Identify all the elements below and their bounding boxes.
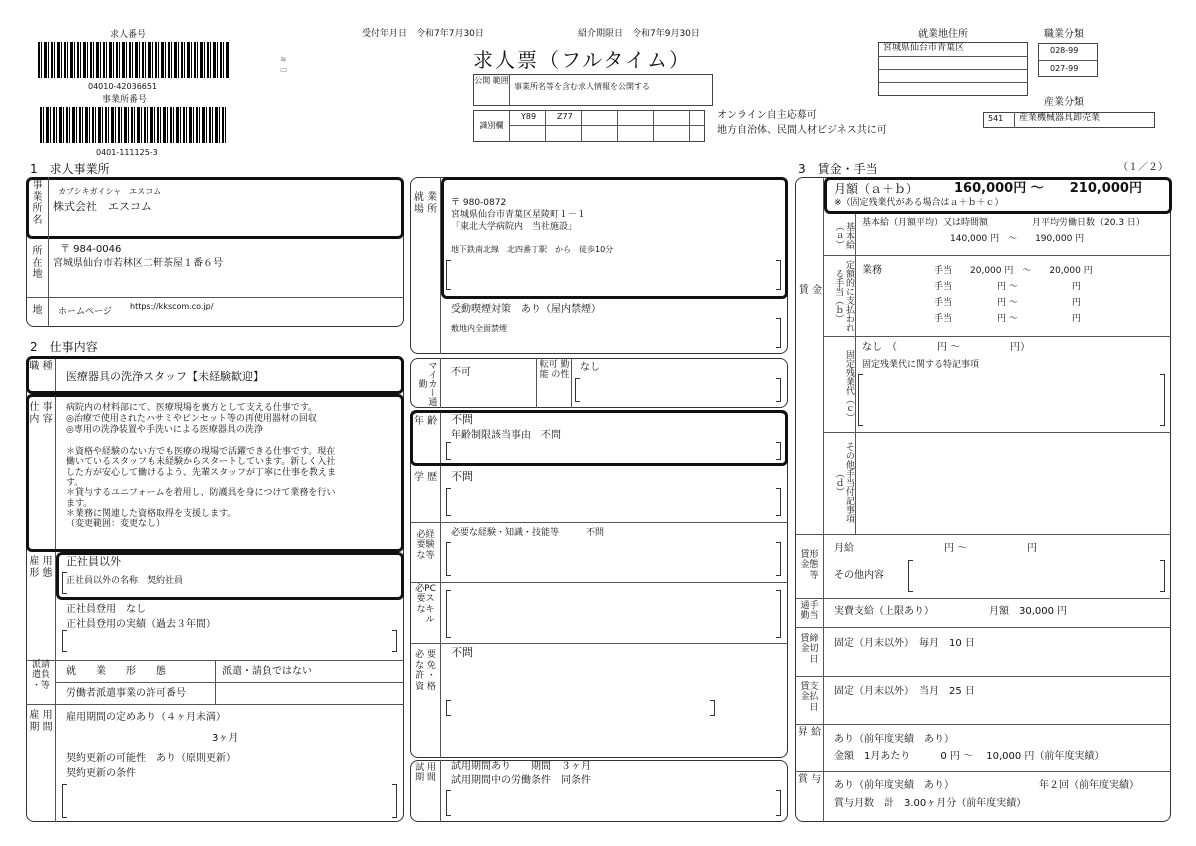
shokugyo-label: 職業分類 — [1044, 29, 1084, 40]
kitsuen-2: 敷地内全面禁煙 — [451, 324, 507, 333]
online-1: オンライン自主応募可 — [717, 110, 817, 121]
kotei-2: 固定残業代に関する特記事項 — [862, 360, 980, 370]
sangyo-code: 541 — [988, 114, 1004, 123]
uketsuke-date: 受付年月日 令和7年7月30日 — [362, 29, 484, 39]
koyo-name: 正社員以外の名称 契約社員 — [66, 576, 184, 586]
shugyo-addr-1: 宮城県仙台市青葉区星陵町１－１ — [451, 210, 587, 220]
kikan-label: 雇 用 期 間 — [29, 710, 53, 733]
gakureki: 不問 — [451, 470, 473, 483]
kikan-4: 契約更新の条件 — [66, 768, 136, 779]
shugyo-addr-2: 「東北大学病院内 当社施設」 — [451, 222, 578, 232]
mycar-label — [411, 360, 440, 410]
kitsuen: 受動喫煙対策 あり（屋内禁煙） — [451, 304, 601, 315]
haken-1: 派遣・請負ではない — [222, 666, 312, 677]
haken-2-label: 労働者派遣事業の許可番号 — [66, 688, 186, 699]
shokyu-2: 金額 1月あたり 0 円 ～ 10,000 円（前年度実績） — [834, 751, 1105, 762]
jigyosho-kana: カブシキガイシャ エスコム — [58, 187, 162, 196]
kihon-3: 140,000 円 ～ 190,000 円 — [950, 234, 1085, 244]
jigyosho-postal: 〒 984-0046 — [60, 244, 122, 255]
koyo: 正社員以外 — [66, 555, 121, 568]
chingin-label: 賃 金 — [798, 285, 823, 296]
mycar: 不可 — [451, 367, 471, 378]
shiyo-1: 試用期間あり 期間 ３ヶ月 — [451, 761, 591, 772]
menkyo: 不問 — [451, 646, 473, 659]
mycar-label-text: マイカー通勤 — [416, 360, 437, 406]
sangyo-name: 産業機械器具卸売業 — [1019, 113, 1101, 123]
shokushu: 医療器具の洗浄スタッフ【未経験歓迎】 — [66, 370, 264, 383]
getsugaku: 160,000円 ～ 210,000円 — [954, 181, 1142, 196]
kihon-2: 月平均労働日数（20.3 日） — [1032, 218, 1145, 228]
teigaku-label: 定額的に支払われる手当（ｂ） — [833, 260, 854, 332]
jigyosho-bango: 0401-111125-3 — [96, 148, 158, 157]
shigoto-2: ＊資格や経験のない方でも医療の現場で活躍できる仕事です。現在 働いているスタッフも未経験からスタートしています。新しく入社 した方が安心して働けるよう、先輩スタッフが丁寧に仕事を教えま す。 ＊貸与するユニフォームを着用し、防護具を身につけて業務を行い ます。 ＊業務に関連した資格取得を支援します。 （変更範囲：変更なし） — [66, 447, 337, 530]
shoyo-label: 賞 与 — [797, 774, 822, 785]
teate-row-1: 手当 20,000 円 ～ 20,000 円 — [934, 266, 1093, 276]
jigyosho-name-label: 事 業 所 名 — [32, 180, 43, 226]
kotei-1: なし （ 円 ～ 円） — [862, 342, 1031, 353]
page-number: （１／２） — [1118, 162, 1168, 173]
tenkin-label: 転可 勤能 の性 — [539, 360, 570, 381]
shugyo-chiiki-value: 宮城県仙台市青葉区 — [883, 43, 965, 53]
getsugaku-label: 月額（ａ＋ｂ） — [834, 182, 919, 196]
hp-label: ホームページ — [58, 307, 112, 317]
shokai-date: 紹介期限日 令和7年9月30日 — [578, 29, 700, 39]
shikibetsu-code: Y89 — [521, 112, 537, 121]
keiken-label: 必経 要験 な等 — [416, 530, 435, 561]
tsukin: 実費支給（上限あり） 月額 30,000 円 — [834, 606, 1068, 617]
tenkin: なし — [580, 362, 600, 373]
teate-name: 業務 — [862, 265, 882, 276]
shigoto-label: 仕 事 内 容 — [29, 402, 53, 425]
page-title: 求人票（フルタイム） — [473, 48, 691, 72]
shokugyo-code-1: 028-99 — [1050, 46, 1079, 55]
jigyosho-hp-chi: 地 — [32, 305, 43, 316]
shiyo-2: 試用期間中の労働条件 同条件 — [451, 775, 591, 786]
shugyo-basho-label: 就 業 場 所 — [413, 192, 438, 215]
online-2: 地方自治体、民間人材ビジネス共に可 — [717, 125, 887, 136]
shugyo-basho-frame — [441, 177, 788, 299]
keiken: 必要な経験・知識・技能等 不問 — [451, 528, 605, 538]
koyo-label: 雇 用 形 態 — [29, 556, 53, 579]
keitai-1: 月給 円 ～ 円 — [834, 543, 1038, 554]
shugyo-chiiki-label: 就業地住所 — [918, 29, 968, 40]
haken-1-label: 就 業 形 態 — [66, 666, 166, 677]
pc-label: 必PC 要ス なキ ル — [415, 584, 436, 626]
keitai-label: 賃形 金態 等 — [800, 550, 819, 581]
tomo-1: 正社員登用 なし — [66, 604, 146, 615]
teate-row-2: 手当 円 ～ 円 — [934, 282, 1081, 292]
nenrei: 不問 — [451, 413, 473, 426]
section2-title: 2 仕事内容 — [30, 340, 98, 354]
shokyu-1: あり（前年度実績 あり） — [834, 734, 954, 745]
jigyosho-address: 宮城県仙台市若林区二軒茶屋１番６号 — [53, 258, 223, 269]
kikan-2: 3ヶ月 — [212, 733, 239, 744]
kotei-label: 固定残業代（ｃ） — [844, 350, 854, 422]
sonota-label: その他手当付記事項（ｄ） — [833, 441, 854, 523]
jigyosho-bango-label: 事業所番号 — [102, 95, 148, 105]
sangyo-label: 産業分類 — [1044, 97, 1084, 108]
shoyo-1: あり（前年度実績 あり） 年２回（前年度実績） — [834, 780, 1139, 791]
jigyosho-addr-label: 所 在 地 — [32, 246, 43, 280]
gakureki-label: 学 歴 — [413, 472, 438, 483]
nenrei-label: 年 齢 — [413, 416, 438, 427]
haken-label: 派請 遣負 ・等 — [31, 660, 50, 691]
shiharai-label: 賃支 金払 日 — [800, 682, 819, 713]
shimekiri: 固定（月末以外） 毎月 10 日 — [834, 638, 975, 649]
teate-row-3: 手当 円 ～ 円 — [934, 298, 1081, 308]
kihon-1: 基本給（月額平均）又は時間額 — [862, 218, 989, 228]
shokushu-label: 職 種 — [29, 361, 53, 372]
jigyosho-barcode — [40, 107, 228, 143]
tsukin-label: 通手 勤当 — [800, 601, 819, 622]
shiyo-label: 試 用 期 間 — [415, 763, 436, 784]
kokai-label: 公開 範囲 — [474, 76, 509, 85]
tomo-2: 正社員登用の実績（過去３年間） — [66, 619, 216, 630]
nenrei-2: 年齢制限該当事由 不問 — [451, 430, 561, 441]
kyujin-bango: 04010-42036651 — [88, 82, 158, 91]
section1-title: 1 求人事業所 — [30, 162, 110, 176]
kyujin-bango-label: 求人番号 — [110, 30, 147, 40]
shugyo-postal: 〒 980-0872 — [451, 198, 507, 208]
shigoto-1: 病院内の材料部にて、医療現場を裏方として支える仕事です。 ◎治療で使用されたハサミやピンセット等の再使用器材の回収 ◎専用の洗浄装置や手洗いによる医療器具の洗浄 — [66, 403, 318, 435]
menkyo-label: 必 要 な 免 許 ・ 資 格 — [415, 650, 436, 692]
shimekiri-label: 賃締 金切 日 — [800, 634, 819, 665]
shokugyo-code-2: 027-99 — [1050, 64, 1079, 73]
shikibetsu-code: Z77 — [557, 112, 573, 121]
shoyo-2: 賞与月数 計 3.00ヶ月分（前年度実績） — [834, 798, 1027, 809]
shugyo-access: 地下鉄南北線 北四番丁駅 から 徒歩10分 — [451, 245, 614, 254]
kikan-3: 契約更新の可能性 あり（原則更新） — [66, 753, 236, 764]
kyujin-barcode — [38, 42, 230, 78]
kokai-value: 事業所名等を含む求人情報を公開する — [514, 82, 650, 91]
shokyu-label: 昇 給 — [797, 727, 822, 738]
jigyosho-name: 株式会社 エスコム — [53, 200, 152, 213]
kihon-label: 基本給（ａ） — [833, 221, 854, 249]
keitai-2: その他内容 — [834, 570, 884, 581]
section3-title: 3 賃金・手当 — [798, 162, 878, 176]
kikan-1: 雇用期間の定めあり（４ヶ月未満） — [66, 712, 226, 723]
shikibetsu-label: 識別欄 — [479, 121, 504, 130]
hp-url[interactable]: https://kkscom.co.jp/ — [130, 302, 214, 311]
shiharai: 固定（月末以外） 当月 25 日 — [834, 686, 975, 697]
getsugaku-note: ※（固定残業代がある場合はａ＋ｂ＋ｃ） — [834, 198, 1004, 208]
hellowork-logo-icon: ≋ ▭ — [280, 55, 288, 74]
teate-row-4: 手当 円 ～ 円 — [934, 314, 1081, 324]
